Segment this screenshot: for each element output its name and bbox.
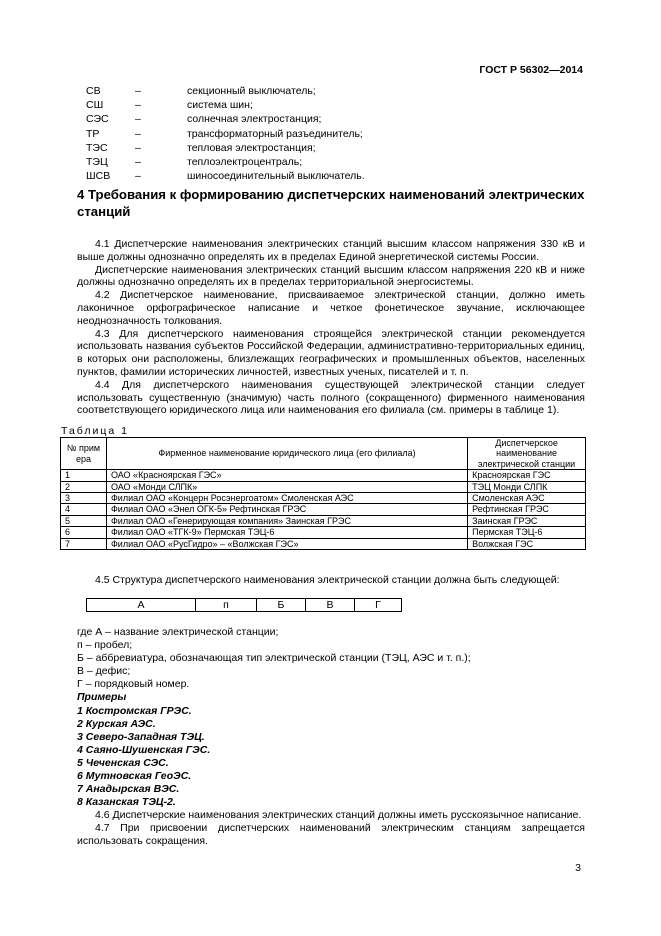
abbreviation-row xyxy=(86,112,506,126)
cell-number: 3 xyxy=(61,493,107,504)
paragraph-4-4: 4.4 Для диспетчерского наименования существующей электрической станции следует использовать существенную (значимую) часть полного (сокращенного) фирменного наименования соответствующего юридического лица или наименования его филиала (см. примеры в таблице 1). xyxy=(77,378,585,417)
abbreviation-value: тепловая электростанция; xyxy=(187,141,316,154)
abbreviation-row xyxy=(86,141,506,155)
cell-number: 2 xyxy=(61,481,107,492)
abbreviation-key: ТЭЦ xyxy=(86,155,108,168)
abbreviation-key: ТЭС xyxy=(86,141,108,154)
legend-item: Б – аббревиатура, обозначающая тип электрической станции (ТЭЦ, АЭС и т. п.); xyxy=(77,652,471,665)
example-item: 7 Анадырская ВЭС. xyxy=(77,783,180,796)
table-header-row xyxy=(61,438,586,470)
abbreviation-row xyxy=(86,98,506,112)
cell-number: 6 xyxy=(61,527,107,538)
page-header-standard: ГОСТ Р 56302—2014 xyxy=(479,64,583,76)
example-item: 8 Казанская ТЭЦ-2. xyxy=(77,796,176,809)
cell-company: ОАО «Монди СЛПК» xyxy=(106,481,467,492)
abbreviation-row xyxy=(86,155,506,169)
example-item: 1 Костромская ГРЭС. xyxy=(77,704,192,717)
table-row xyxy=(61,470,586,481)
abbreviation-dash: – xyxy=(135,170,141,183)
abbreviation-value: система шин; xyxy=(187,99,253,112)
cell-company: Филиал ОАО «ТГК-9» Пермская ТЭЦ-6 xyxy=(106,527,467,538)
abbreviation-dash: – xyxy=(135,85,141,97)
final-section xyxy=(77,809,585,847)
header-dispatch-name: Диспетчерское наименование электрической станции xyxy=(468,438,586,470)
structure-cell-a: А xyxy=(87,599,196,612)
abbreviation-list xyxy=(86,84,506,183)
structure-cell-dash: В xyxy=(306,599,355,612)
abbreviation-value: шиносоединительный выключатель. xyxy=(187,170,365,183)
page-number: 3 xyxy=(575,862,581,874)
abbreviation-key: СЭС xyxy=(86,113,109,126)
paragraph-4-2: 4.2 Диспетчерское наименование, присваиваемое электрической станции, должно иметь лаконичное орфографическое написание и четкое фонетическое звучание, исключающее неоднозначность толкования. xyxy=(77,289,585,327)
abbreviation-dash: – xyxy=(135,155,141,168)
abbreviation-dash: – xyxy=(135,113,141,126)
cell-company: ОАО «Красноярская ГЭС» xyxy=(106,470,467,481)
legend-item: В – дефис; xyxy=(77,665,131,678)
paragraph-4-7: 4.7 При присвоении диспетчерских наименований электрическим станциям запрещается использовать сокращения. xyxy=(77,821,585,847)
cell-dispatch: Смоленская АЭС xyxy=(468,493,586,504)
table-row xyxy=(61,527,586,538)
abbreviation-row xyxy=(86,127,506,141)
cell-dispatch: Рефтинская ГРЭС xyxy=(468,504,586,515)
cell-number: 1 xyxy=(61,470,107,481)
examples-title: Примеры xyxy=(77,691,127,704)
section-title: 4 Требования к формированию диспетчерских наименований электрических станций xyxy=(77,187,585,219)
abbreviation-dash: – xyxy=(135,127,141,140)
table-1 xyxy=(60,437,586,550)
table-caption: Таблица 1 xyxy=(61,425,129,437)
abbreviation-key: ШСВ xyxy=(86,170,111,183)
table-row xyxy=(61,481,586,492)
abbreviation-value: секционный выключатель; xyxy=(187,85,316,97)
example-item: 6 Мутновская ГеоЭС. xyxy=(77,770,192,783)
table-row xyxy=(61,515,586,526)
abbreviation-dash: – xyxy=(135,141,141,154)
example-item: 3 Северо-Западная ТЭЦ. xyxy=(77,730,205,743)
abbreviation-key: ТР xyxy=(86,127,100,140)
example-item: 2 Курская АЭС. xyxy=(77,717,156,730)
paragraph-4-1: 4.1 Диспетчерские наименования электрических станций высшим классом напряжения 330 кВ и выше должны однозначно определять их в пределах Единой энергетической системы России. xyxy=(77,238,585,263)
legend-item: Г – порядковый номер. xyxy=(77,678,190,691)
cell-dispatch: Волжская ГЭС xyxy=(468,538,586,549)
cell-dispatch: Красноярская ГЭС xyxy=(468,470,586,481)
table-row xyxy=(61,504,586,515)
cell-number: 4 xyxy=(61,504,107,515)
structure-diagram xyxy=(86,598,402,612)
legend-item: п – пробел; xyxy=(77,639,133,652)
paragraph-4-5-block xyxy=(77,574,585,587)
abbreviation-value: теплоэлектроцентраль; xyxy=(187,155,303,168)
paragraph-4-5: 4.5 Структура диспетчерского наименования электрической станции должна быть следующей: xyxy=(95,574,560,586)
abbreviation-value: трансформаторный разъединитель; xyxy=(187,127,363,140)
table-row xyxy=(61,538,586,549)
structure-cell-abbr: Б xyxy=(257,599,306,612)
header-company-name: Фирменное наименование юридического лица (его филиала) xyxy=(106,438,467,470)
cell-company: Филиал ОАО «Генерирующая компания» Заинская ГРЭС xyxy=(106,515,467,526)
paragraph-4-3: 4.3 Для диспетчерского наименования строящейся электрической станции рекомендуется использовать названия субъектов Российской Федерации, административно-территориальных единиц, в которых они расположены, близлежащих географических и промышленных объектов, населенных пунктов, фамилии исторических личностей, известных ученых, писателей и т. п. xyxy=(77,327,585,378)
abbreviation-row xyxy=(86,169,506,183)
section-body xyxy=(77,238,585,417)
header-number: № прим ера xyxy=(61,438,107,470)
abbreviation-key: СШ xyxy=(86,99,104,112)
cell-dispatch: Пермская ТЭЦ-6 xyxy=(468,527,586,538)
table-row xyxy=(61,493,586,504)
abbreviation-value: солнечная электростанция; xyxy=(187,113,322,126)
cell-company: Филиал ОАО «Концерн Росэнергоатом» Смоленская АЭС xyxy=(106,493,467,504)
legend-and-examples xyxy=(77,626,585,809)
cell-number: 5 xyxy=(61,515,107,526)
structure-cell-number: Г xyxy=(355,599,402,612)
abbreviation-dash: – xyxy=(135,99,141,112)
cell-dispatch: Заинская ГРЭС xyxy=(468,515,586,526)
legend-item: где А – название электрической станции; xyxy=(77,626,279,638)
abbreviation-key: СВ xyxy=(86,85,101,97)
example-item: 4 Саяно-Шушенская ГЭС. xyxy=(77,743,211,756)
paragraph-4-1-b: Диспетчерские наименования электрических станций высшим классом напряжения 220 кВ и ниже должны однозначно определять их в пределах территориальной энергосистемы. xyxy=(77,263,585,289)
cell-company: Филиал ОАО «Энел ОГК-5» Рефтинская ГРЭС xyxy=(106,504,467,515)
structure-cell-space: п xyxy=(196,599,257,612)
cell-company: Филиал ОАО «РусГидро» – «Волжская ГЭС» xyxy=(106,538,467,549)
abbreviation-row xyxy=(86,84,506,98)
example-item: 5 Чеченская СЭС. xyxy=(77,756,169,769)
cell-dispatch: ТЭЦ Монди СЛПК xyxy=(468,481,586,492)
cell-number: 7 xyxy=(61,538,107,549)
paragraph-4-6: 4.6 Диспетчерские наименования электрических станций должны иметь русскоязычное написание. xyxy=(95,809,582,821)
